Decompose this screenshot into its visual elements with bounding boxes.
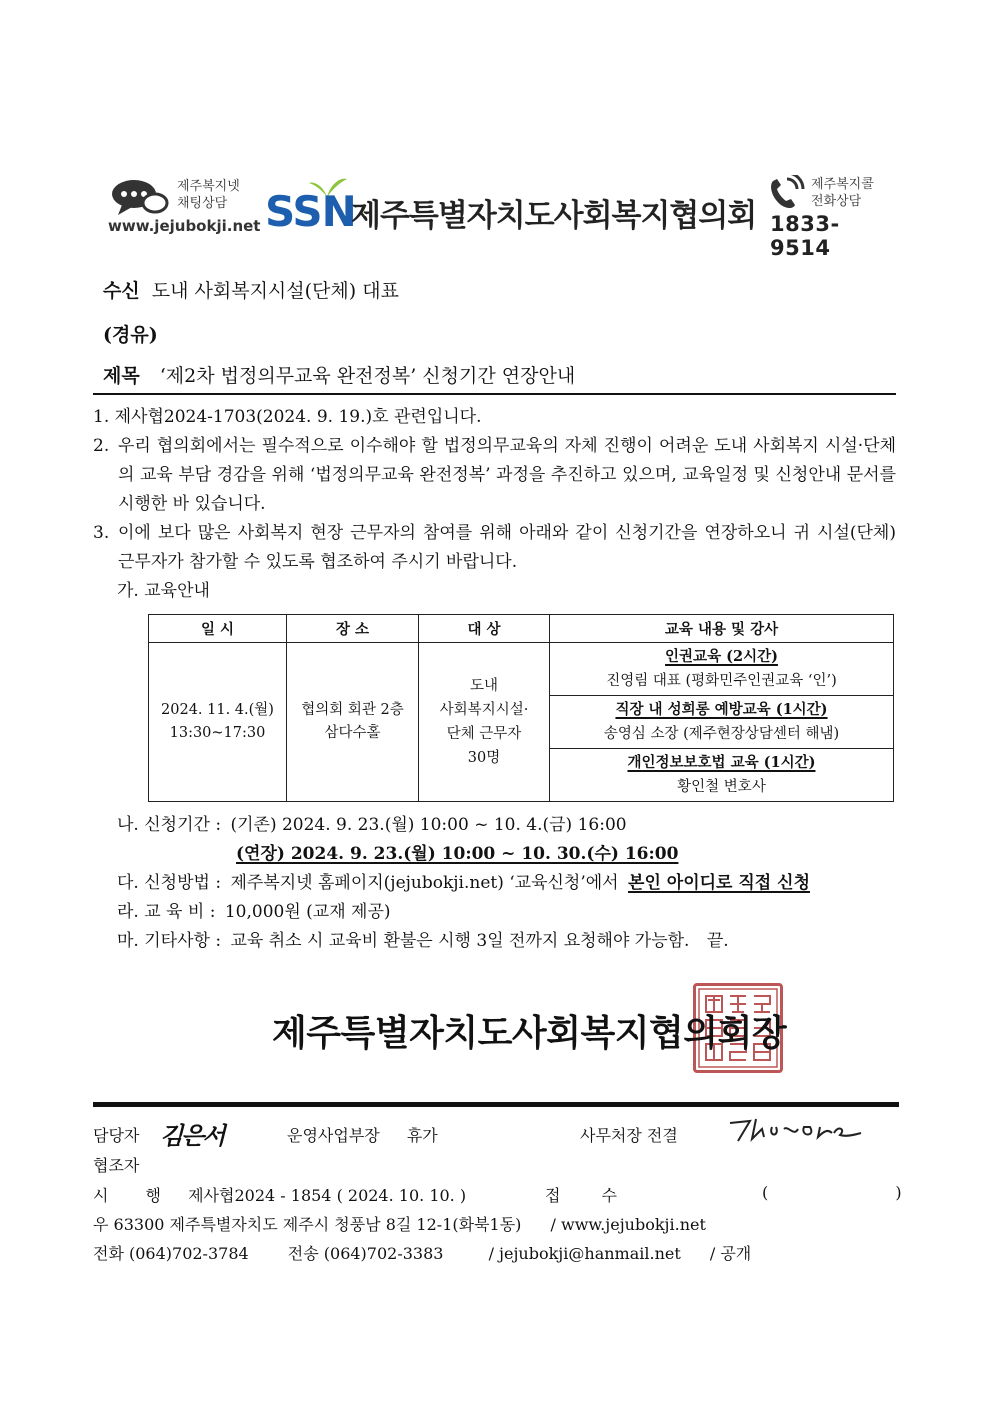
paragraph-3: 이에 보다 많은 사회복지 현장 근무자의 참여를 위해 아래와 같이 신청기간을 연장하오니 귀 시설(단체) 근무자가 참가할 수 있도록 협조하여 주시기 바랍니다. (118, 523, 896, 572)
call-label-2: 전화상담 (811, 194, 862, 209)
education-table (148, 614, 894, 802)
date-cell (149, 643, 287, 802)
receive-value: ( ) (762, 1183, 902, 1202)
course-cell (550, 696, 894, 749)
enforce-label: 시 행 (93, 1186, 177, 1205)
paragraph-2: 우리 협의회에서는 필수적으로 이수해야 할 법정의무교육의 자체 진행이 어려운 도내 사회복지 시설·단체의 교육 부담 경감을 위해 ‘법정의무교육 완전정복’ 과정을 추진하고 있으며, 교육일정 및 신청안내 문서를 시행한 바 있습니다. (118, 436, 896, 514)
footer-divider (93, 1102, 899, 1107)
place-line-2: 삼다수홀 (324, 725, 381, 741)
sender-name: 제주특별자치도사회복지협의회장 (272, 1012, 787, 1054)
subject-label: 제목 (103, 365, 140, 387)
receive-label: 접 수 (545, 1186, 635, 1205)
method-label: 다. 신청방법 : (117, 873, 222, 893)
recipient-value: 도내 사회복지시설(단체) 대표 (151, 280, 399, 302)
fax-number: 전송 (064)702-3383 (287, 1244, 444, 1263)
etc-text: 교육 취소 시 교육비 환불은 시행 3일 전까지 요청해야 가능함. (230, 931, 690, 951)
director-signature (728, 1115, 863, 1145)
period-label: 나. 신청기간 : (117, 815, 222, 835)
header-place: 장 소 (287, 615, 419, 643)
email-address[interactable]: / jejubokji@hanmail.net (488, 1244, 681, 1263)
course-lecturer: 황인철 변호사 (677, 779, 766, 795)
target-line-1: 도내 (469, 678, 498, 694)
chat-bubble-icon (110, 177, 170, 217)
fee-label: 라. 교 육 비 : (117, 902, 216, 922)
staff-signature: 김은서 (160, 1122, 224, 1150)
call-label-1: 제주복지콜 (811, 177, 874, 192)
method-emphasis: 본인 아이디로 직접 신청 (628, 873, 810, 893)
target-line-3: 단체 근무자 (446, 726, 522, 742)
header-content: 교육 내용 및 강사 (550, 615, 894, 643)
subject-value: ‘제2차 법정의무교육 완전정복’ 신청기간 연장안내 (159, 365, 576, 387)
section-ga: 가. 교육안내 (117, 581, 210, 601)
target-cell (419, 643, 550, 802)
fee-text: 10,000원 (교재 제공) (224, 902, 391, 922)
paragraph-2-number: 2. (93, 436, 110, 456)
staff-label: 담당자 (93, 1126, 140, 1145)
dept-label: 운영사업부장 (287, 1126, 380, 1145)
paragraph-3-number: 3. (93, 523, 110, 543)
dept-status: 휴가 (406, 1126, 438, 1145)
method-text: 제주복지넷 홈페이지(jejubokji.net) ‘교육신청’에서 (230, 873, 619, 893)
enforce-value: 제사협2024 - 1854 ( 2024. 10. 10. ) (188, 1186, 467, 1205)
ssn-logo (265, 175, 355, 235)
header-date: 일 시 (149, 615, 287, 643)
brand-name: SSN (265, 187, 356, 236)
chat-label-2: 채팅상담 (177, 196, 228, 211)
call-number: 1833-9514 (770, 212, 840, 260)
phone-number: 전화 (064)702-3784 (93, 1244, 249, 1263)
website-footer[interactable]: / www.jejubokji.net (550, 1215, 706, 1234)
address: 우 63300 제주특별자치도 제주시 청풍남 8길 12-1(화북1동) (93, 1215, 522, 1234)
target-line-2: 사회복지시설· (439, 702, 529, 718)
recipient-label: 수신 (103, 280, 140, 302)
website-link[interactable]: www.jejubokji.net (108, 217, 261, 235)
header-target: 대 상 (419, 615, 550, 643)
course-title: 인권교육 (2시간) (665, 648, 778, 665)
via-label: (경유) (103, 324, 158, 346)
course-title: 개인정보보호법 교육 (1시간) (627, 754, 816, 771)
org-name: 제주특별자치도사회복지협의회 (351, 198, 757, 234)
letterhead (105, 170, 895, 260)
chat-label-1: 제주복지넷 (177, 179, 240, 194)
time-value: 13:30~17:30 (169, 725, 266, 741)
public-status: / 공개 (709, 1244, 752, 1263)
end-mark: 끝. (706, 931, 729, 951)
course-title: 직장 내 성희롱 예방교육 (1시간) (615, 701, 828, 718)
target-line-4: 30명 (467, 750, 501, 766)
phone-icon (765, 175, 807, 211)
course-lecturer: 송영심 소장 (제주현장상담센터 해냄) (603, 726, 840, 742)
place-line-1: 협의회 회관 2층 (301, 702, 404, 718)
course-cell (550, 643, 894, 696)
course-lecturer: 진영림 대표 (평화민주인권교육 ‘인’) (606, 673, 837, 689)
paragraph-1: 1. 제사협2024-1703(2024. 9. 19.)호 관련입니다. (93, 407, 482, 427)
period-original: (기존) 2024. 9. 23.(월) 10:00 ~ 10. 4.(금) 16:00 (230, 815, 627, 835)
date-value: 2024. 11. 4.(월) (161, 702, 274, 718)
cooperator-label: 협조자 (93, 1156, 140, 1175)
period-extended: (연장) 2024. 9. 23.(월) 10:00 ~ 10. 30.(수) 16:00 (236, 844, 679, 864)
subject-divider (93, 393, 896, 395)
etc-label: 마. 기타사항 : (117, 931, 222, 951)
place-cell (287, 643, 419, 802)
course-cell (550, 749, 894, 802)
director-label: 사무처장 전결 (580, 1126, 678, 1145)
